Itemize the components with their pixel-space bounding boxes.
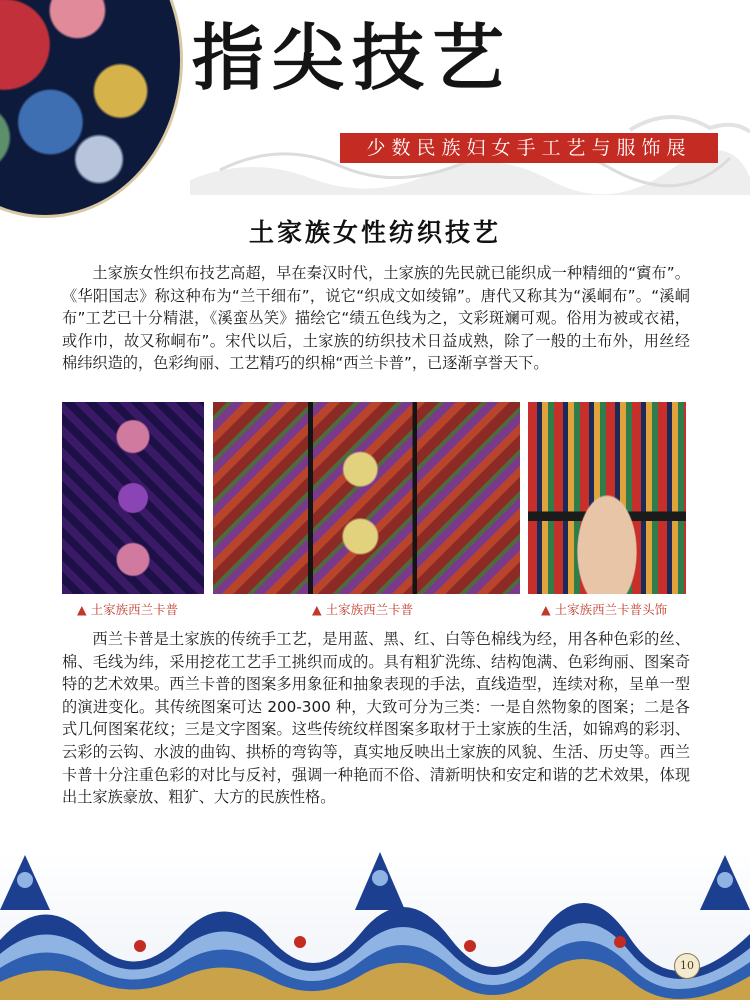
- wave-embroidery-border: [0, 850, 750, 1000]
- photo-caption-3: ▲ 土家族西兰卡普头饰: [541, 602, 668, 617]
- photo-caption-2: ▲ 土家族西兰卡普: [312, 602, 414, 617]
- xilankapu-photo-1: [62, 402, 204, 594]
- embroidery-roundel: [0, 0, 180, 215]
- photo-caption-1: ▲ 土家族西兰卡普: [77, 602, 179, 617]
- page-number: 10: [674, 953, 700, 979]
- main-title: 指尖技艺: [192, 15, 513, 100]
- section-title: 土家族女性纺织技艺: [248, 218, 501, 247]
- xilankapu-paragraph: 西兰卡普是土家族的传统手工艺，是用蓝、黑、红、白等色棉线为经，用各种色彩的丝、棉、毛线为纬，采用挖花工艺手工挑织而成的。具有粗犷洗练、结构饱满、色彩绚丽、图案奇特的艺术效果。西兰卡普的图案多用象征和抽象表现的手法，直线造型，连续对称，呈单一型的演进变化。其传统图案可达 200-300 种，大致可分为三类：一是自然物象的图案；二是各式几何图案花纹；三是文字图案。这些传统纹样图案多取材于土家族的生活，如锦鸡的彩羽、云彩的云钩、水波的曲钩、拱桥的弯钩等，真实地反映出土家族的风貌、生活、历史等。西兰卡普十分注重色彩的对比与反衬，强调一种艳而不俗、清新明快和安定和谐的艺术效果，体现出土家族豪放、粗犷、大方的民族性格。: [62, 630, 690, 807]
- intro-paragraph: 土家族女性织布技艺高超，早在秦汉时代，土家族的先民就已能织成一种精细的“賨布”。《华阳国志》称这种布为“兰干细布”，说它“织成文如绫锦”。唐代又称其为“溪峒布”。“溪峒布”工艺已十分精湛，《溪蛮丛笑》描绘它“绩五色线为之，文彩斑斓可观。俗用为被或衣裙，或作巾，故又称峒布”。宋代以后，土家族的纺织技术日益成熟，除了一般的土布外，用丝经棉纬织造的，色彩绚丽、工艺精巧的织棉“西兰卡普”，已逐渐享誉天下。: [62, 264, 690, 373]
- exhibition-subtitle: 少数民族妇女手工艺与服饰展: [340, 133, 718, 163]
- xilankapu-photo-2: [213, 402, 520, 594]
- xilankapu-headdress-photo: [528, 402, 686, 594]
